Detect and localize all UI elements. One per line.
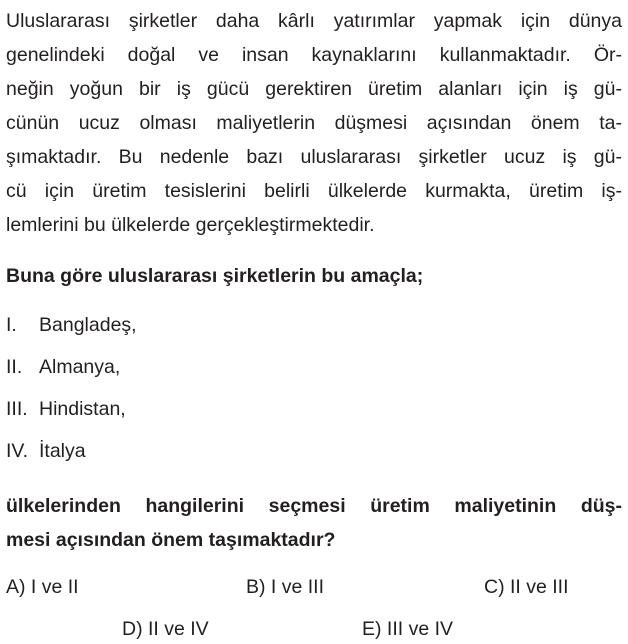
- answer-option-b[interactable]: B) I ve III: [246, 576, 325, 598]
- passage-line: Uluslararası şirketler daha kârlı yatırımlar yapmak için dünya: [6, 10, 622, 32]
- list-item: [6, 312, 137, 354]
- answer-option-d[interactable]: D) II ve IV: [122, 618, 209, 640]
- item-text: Almanya,: [39, 356, 121, 378]
- question-prompt: [6, 489, 622, 557]
- passage: [6, 4, 622, 242]
- answer-option-a[interactable]: A) I ve II: [6, 576, 79, 598]
- item-numeral: IV.: [6, 440, 29, 462]
- item-numeral: II.: [6, 356, 23, 378]
- question-stem: Buna göre uluslararası şirketlerin bu amaçla;: [6, 265, 424, 287]
- passage-line: neğin yoğun bir iş gücü gerektiren üretim alanları için iş gü-: [6, 78, 622, 100]
- item-numeral: I.: [6, 314, 17, 336]
- passage-line: cünün ucuz olması maliyetlerin düşmesi açısından önem ta-: [6, 112, 622, 134]
- roman-numeral-list: [6, 312, 137, 480]
- passage-line: şımaktadır. Bu nedenle bazı uluslararası şirketler ucuz iş gü-: [6, 146, 622, 168]
- item-text: Bangladeş,: [39, 314, 137, 336]
- list-item: [6, 396, 137, 438]
- passage-line: cü için üretim tesislerini belirli ülkelerde kurmakta, üretim iş-: [6, 180, 622, 202]
- passage-line: lemlerini bu ülkelerde gerçekleştirmektedir.: [6, 214, 375, 236]
- question-prompt-line: ülkelerinden hangilerini seçmesi üretim maliyetinin düş-: [6, 495, 622, 517]
- item-text: İtalya: [39, 440, 86, 462]
- answer-option-e[interactable]: E) III ve IV: [362, 618, 454, 640]
- item-numeral: III.: [6, 398, 28, 420]
- item-text: Hindistan,: [39, 398, 126, 420]
- list-item: [6, 354, 137, 396]
- question-prompt-line: mesi açısından önem taşımaktadır?: [6, 529, 336, 551]
- answer-option-c[interactable]: C) II ve III: [484, 576, 569, 598]
- list-item: [6, 438, 137, 480]
- passage-line: genelindeki doğal ve insan kaynaklarını kullanmaktadır. Ör-: [6, 44, 622, 66]
